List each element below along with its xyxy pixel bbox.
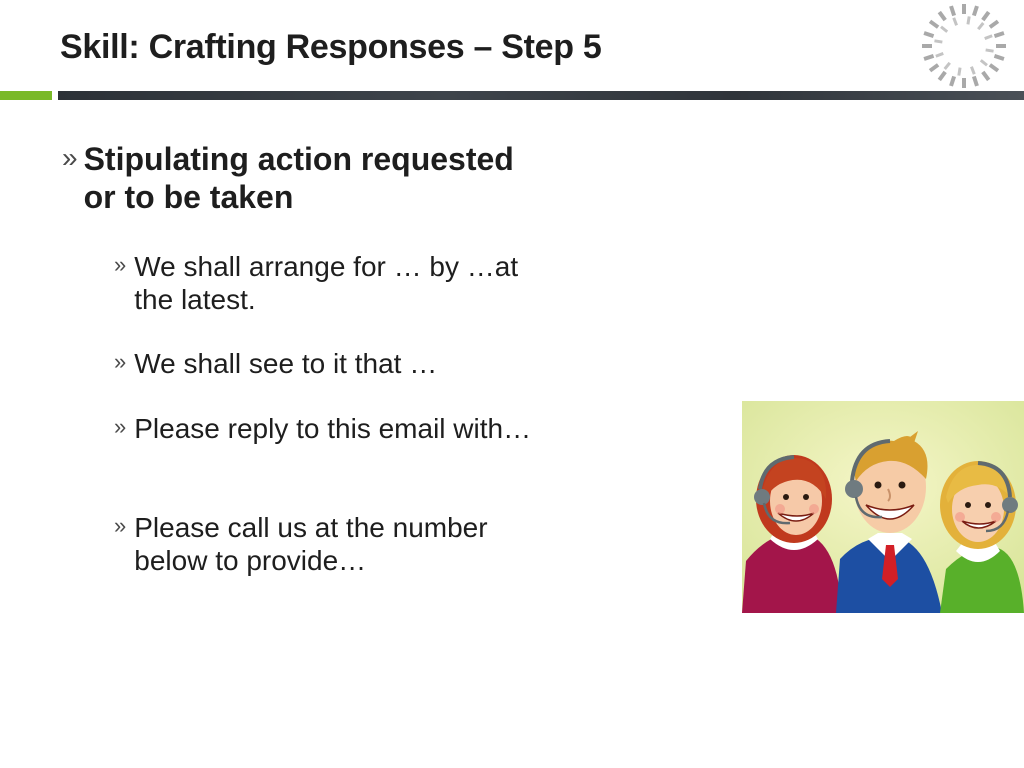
slide-title: Skill: Crafting Responses – Step 5 [60, 28, 602, 66]
sub-bullet-text: Please reply to this email with… [134, 413, 532, 444]
customer-service-agents-illustration [742, 401, 1024, 613]
bullet-marker: » [114, 349, 127, 374]
bullet-marker: » [114, 414, 127, 439]
sub-bullet-text: Please call us at the number below to provide… [134, 512, 488, 576]
sub-bullet [114, 412, 554, 445]
sub-bullet-text: We shall see to it that … [134, 348, 438, 379]
bullet-marker: » [114, 513, 127, 538]
accent-bar-green [0, 91, 52, 100]
swirl-logo-icon [912, 2, 1018, 90]
header-divider [58, 91, 1024, 100]
main-bullet [62, 140, 524, 216]
sub-bullet [114, 511, 554, 577]
sub-bullet [114, 250, 554, 316]
sub-bullet-text: We shall arrange for … by …at the latest. [134, 251, 519, 315]
sub-bullet [114, 347, 554, 380]
bullet-marker: » [114, 252, 127, 277]
main-bullet-text: Stipulating action requested or to be taken [83, 141, 514, 215]
bullet-marker: » [62, 142, 78, 173]
